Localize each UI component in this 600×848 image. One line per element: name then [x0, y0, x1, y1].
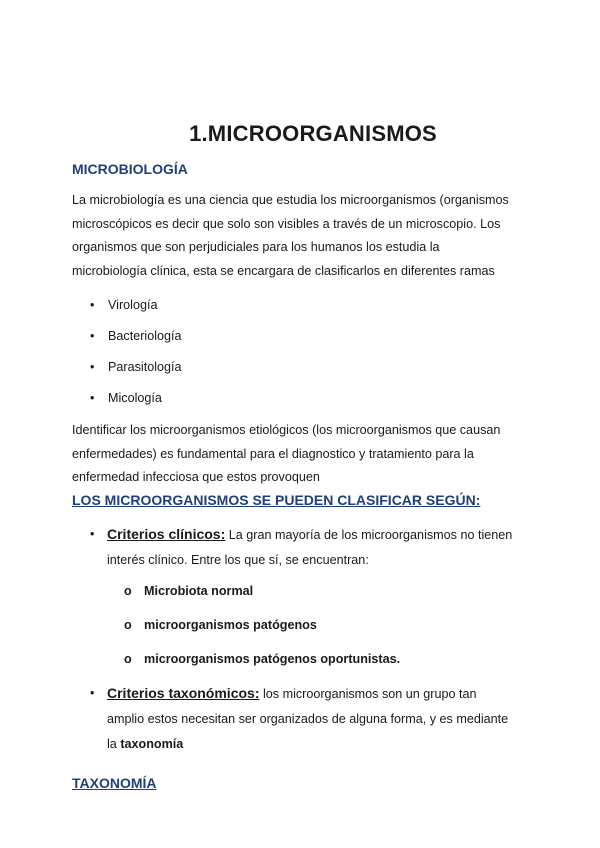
criteria-taxonomicos-text: la	[107, 737, 121, 751]
sub-bullet-glyph: o	[124, 584, 132, 598]
criteria-clinicos-text: interés clínico. Entre los que sí, se encuentran:	[107, 553, 369, 567]
intro-line: organismos que son perjudiciales para los humanos los estudia la	[72, 240, 440, 254]
closing-line: Identificar los microorganismos etiológicos (los microorganismos que causan	[72, 423, 501, 437]
bullet-glyph: •	[90, 360, 95, 374]
sub-bullet-glyph: o	[124, 618, 132, 632]
clinical-item	[124, 617, 317, 633]
heading-microbiologia: MICROBIOLOGÍA	[72, 161, 188, 177]
branch-label: Micología	[108, 391, 162, 405]
criteria-taxonomicos-text: los microorganismos son un grupo tan	[259, 687, 477, 701]
branch-label: Bacteriología	[108, 329, 182, 343]
clinical-item	[124, 583, 253, 599]
taxonomia-term: taxonomía	[120, 737, 184, 751]
branch-item	[90, 297, 157, 313]
branch-item	[90, 328, 182, 344]
intro-line: microbiología clínica, esta se encargara de clasificarlos en diferentes ramas	[72, 263, 495, 278]
clinical-item-label: microorganismos patógenos oportunistas.	[144, 652, 401, 666]
clinical-item	[124, 651, 400, 667]
heading-clasificacion: LOS MICROORGANISMOS SE PUEDEN CLASIFICAR SEGÚN:	[72, 492, 481, 508]
clinical-item-label: Microbiota normal	[144, 584, 254, 598]
closing-line: enfermedad infecciosa que estos provoquen	[72, 470, 320, 484]
sub-bullet-glyph: o	[124, 652, 132, 666]
bullet-glyph: •	[90, 298, 95, 312]
bullet-glyph: •	[90, 329, 95, 343]
branch-label: Parasitología	[108, 360, 182, 374]
bullet-glyph: •	[90, 391, 95, 405]
bullet-glyph: •	[90, 527, 95, 541]
criteria-taxonomicos-lead: Criterios taxonómicos:	[107, 685, 260, 701]
bullet-glyph: •	[90, 686, 95, 700]
clinical-item-label: microorganismos patógenos	[144, 618, 317, 632]
branch-item	[90, 359, 182, 375]
closing-paragraph	[72, 419, 542, 490]
criteria-clinicos	[90, 522, 540, 573]
intro-line: microscópicos es decir que solo son visibles a través de un microscopio. Los	[72, 216, 501, 231]
closing-line: enfermedades) es fundamental para el diagnostico y tratamiento para la	[72, 446, 474, 461]
branch-item	[90, 390, 162, 406]
heading-taxonomia: TAXONOMÍA	[72, 775, 157, 791]
criteria-taxonomicos-text: amplio estos necesitan ser organizados de alguna forma, y es mediante	[107, 712, 509, 726]
criteria-clinicos-text: La gran mayoría de los microorganismos no tienen	[225, 528, 513, 542]
criteria-taxonomicos	[90, 681, 540, 757]
criteria-clinicos-lead: Criterios clínicos:	[107, 526, 226, 542]
page-title: 1.MICROORGANISMOS	[189, 121, 437, 146]
intro-line: La microbiología es una ciencia que estudia los microorganismos (organismos	[72, 193, 509, 207]
branch-label: Virología	[108, 298, 158, 312]
intro-paragraph	[72, 189, 542, 283]
